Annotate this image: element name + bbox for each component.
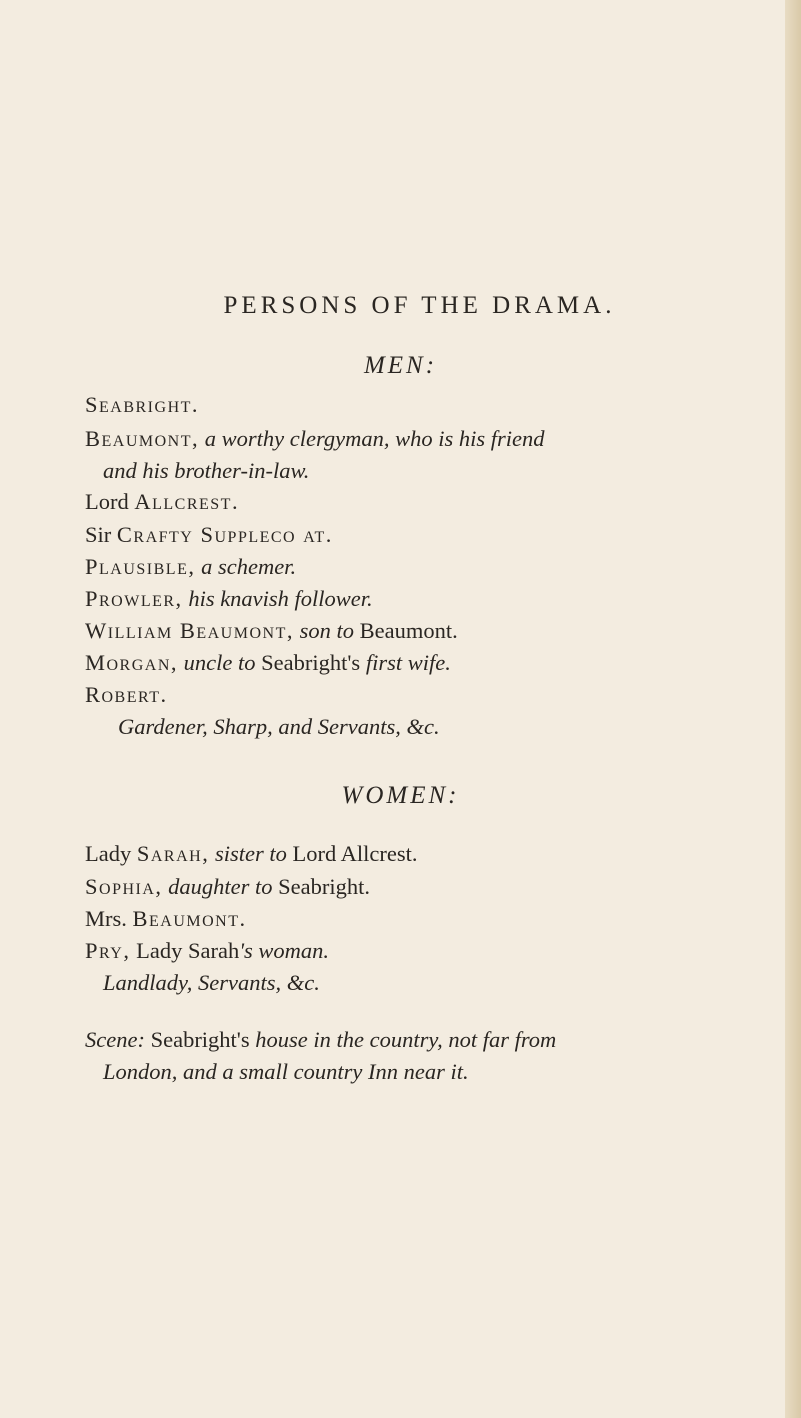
cast-entry <box>103 458 309 484</box>
entry-text: Lady <box>85 841 137 866</box>
entry-text: his knavish follower. <box>182 586 373 611</box>
entry-text: sister to <box>209 841 287 866</box>
cast-entry <box>118 714 440 740</box>
entry-text: Lord <box>85 489 135 514</box>
entry-text: daughter to <box>162 874 273 899</box>
cast-entry <box>85 554 296 580</box>
character-name: Robert. <box>85 682 168 707</box>
entry-text: Seabright's <box>144 1027 250 1052</box>
cast-entry <box>85 522 333 548</box>
cast-entry <box>85 426 545 452</box>
character-name: Morgan, <box>85 650 179 675</box>
entry-text: Beaumont. <box>354 618 458 643</box>
entry-text: a worthy clergyman, who is his friend <box>199 426 545 451</box>
women-heading: WOMEN: <box>341 782 460 809</box>
cast-entry <box>85 618 458 644</box>
character-name: Crafty Suppleco at. <box>116 522 333 547</box>
cast-entry <box>85 682 168 708</box>
character-name: Allcrest. <box>134 489 240 514</box>
character-name: William Beaumont, <box>85 618 294 643</box>
cast-entry <box>85 906 247 932</box>
cast-entry <box>103 970 320 996</box>
entry-text: Lady Sarah <box>130 938 240 963</box>
cast-entry <box>85 392 199 418</box>
scene-line <box>103 1059 469 1085</box>
character-name: Beaumont. <box>132 906 247 931</box>
character-name: Seabright. <box>85 392 200 417</box>
cast-entry <box>85 650 451 676</box>
entry-text: Lord Allcrest. <box>286 841 418 866</box>
cast-entry <box>85 841 417 867</box>
cast-entry <box>85 874 370 900</box>
character-name: Sarah, <box>136 841 210 866</box>
character-name: Plausible, <box>85 554 196 579</box>
entry-text: son to <box>293 618 354 643</box>
cast-entry <box>85 938 329 964</box>
page-title: PERSONS OF THE DRAMA. <box>223 292 616 319</box>
entry-text: Gardener, Sharp, and Servants, &c. <box>118 714 440 739</box>
entry-text: Seabright's <box>255 650 361 675</box>
character-name: Sophia, <box>85 874 163 899</box>
scene-line <box>85 1027 556 1053</box>
entry-text: 's woman. <box>239 938 330 963</box>
men-heading: MEN: <box>363 352 438 379</box>
entry-text: Mrs. <box>85 906 133 931</box>
entry-text: London, and a small country Inn near it. <box>103 1059 469 1084</box>
entry-text: Seabright. <box>272 874 371 899</box>
page-edge-shadow <box>785 0 801 1418</box>
entry-text: uncle to <box>178 650 256 675</box>
entry-text: Scene: <box>85 1027 145 1052</box>
entry-text: and his brother-in-law. <box>103 458 310 483</box>
entry-text: Landlady, Servants, &c. <box>103 970 320 995</box>
entry-text: a schemer. <box>195 554 297 579</box>
cast-entry <box>85 586 373 612</box>
character-name: Pry, <box>85 938 131 963</box>
character-name: Prowler, <box>85 586 183 611</box>
entry-text: house in the country, not far from <box>249 1027 557 1052</box>
character-name: Beaumont, <box>85 426 200 451</box>
entry-text: Sir <box>85 522 117 547</box>
entry-text: first wife. <box>360 650 451 675</box>
cast-entry <box>85 489 239 515</box>
